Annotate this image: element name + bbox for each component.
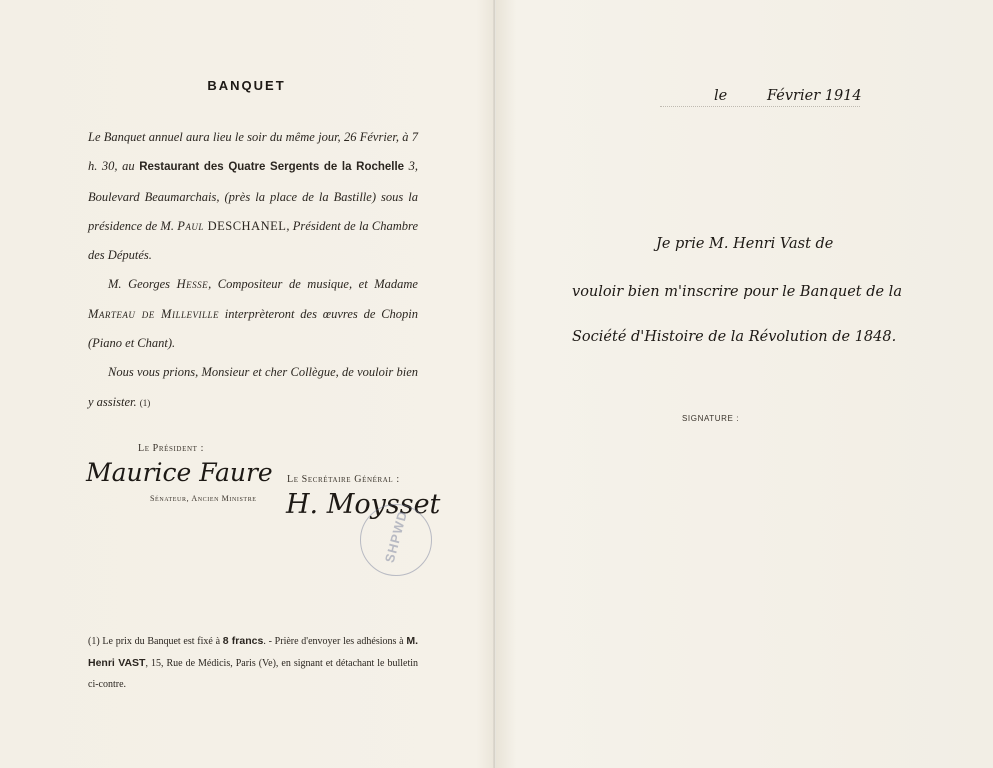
name-paul: Paul	[177, 218, 204, 233]
contact-name: M. Henri VAST	[88, 635, 418, 669]
date-dotted-line	[660, 106, 860, 107]
form-line-1: Je prie M. Henri Vast de	[656, 236, 834, 252]
form-line-3: Société d'Histoire de la Révolution de 1848.	[572, 329, 897, 345]
secretaire-signature: H. Moysset	[286, 489, 441, 520]
left-page	[0, 0, 493, 768]
name-hesse: Hesse	[176, 277, 209, 292]
name-deschanel: DESCHANEL	[203, 218, 287, 233]
banquet-body	[88, 123, 418, 418]
form-line-2: vouloir bien m'inscrire pour le Banquet de la	[572, 284, 902, 300]
page-fold	[493, 0, 496, 768]
date-le: le	[714, 88, 728, 104]
secretaire-label: Le Secrétaire Général :	[287, 474, 400, 485]
price: 8 francs	[222, 635, 264, 647]
stamp-text: SHPWD	[381, 508, 411, 565]
library-stamp	[360, 504, 432, 576]
paragraph-1: Le Banquet annuel aura lieu le soir du même jour, 26 Février, à 7 h. 30, au Restaurant des Quatre Sergents de la Rochelle 3, Boulevard Beaumarchais, (près la place de la Bastille) sous la présidence de M. Paul DESCHANEL, Président de la Chambre des Députés.	[88, 130, 419, 263]
name-marteau: Marteau de Milleville	[88, 306, 219, 321]
date-month: Février 1914	[767, 88, 862, 104]
paragraph-2: M. Georges Hesse, Compositeur de musique, et Madame Marteau de Milleville interprèteront des œuvres de Chopin (Piano et Chant).	[88, 277, 418, 351]
president-subtitle: Sénateur, Ancien Ministre	[150, 494, 257, 503]
paragraph-3: Nous vous prions, Monsieur et cher Collègue, de vouloir bien y assister. (1)	[88, 365, 418, 409]
president-signature: Maurice Faure	[86, 458, 273, 487]
footnote-ref: (1)	[139, 397, 151, 408]
footnote: (1) Le prix du Banquet est fixé à 8 francs. - Prière d'envoyer les adhésions à M. Henri VAST, 15, Rue de Médicis, Paris (Ve), en signant et détachant le bulletin ci-contre.	[88, 635, 418, 690]
president-label: Le Président :	[138, 443, 204, 454]
signature-label: SIGNATURE :	[682, 414, 740, 423]
restaurant-name: Restaurant des Quatre Sergents de la Rochelle	[139, 161, 405, 174]
banquet-title: BANQUET	[207, 78, 286, 93]
